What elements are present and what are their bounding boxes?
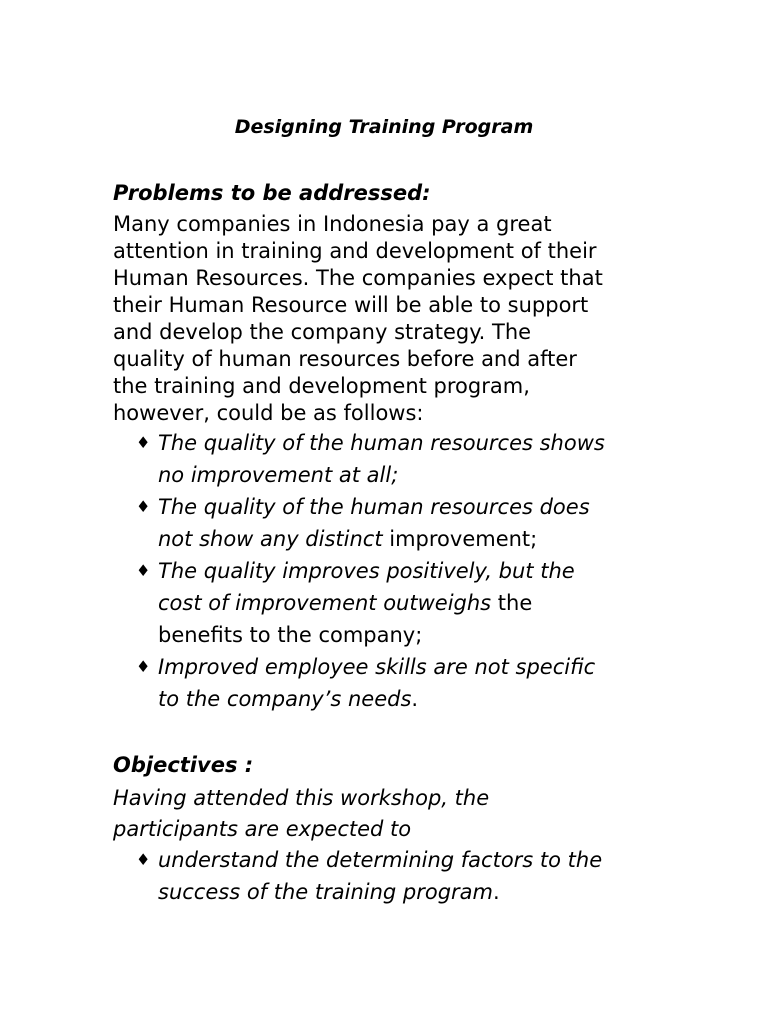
objectives-bullet-list: [113, 844, 673, 908]
paragraph-line: and develop the company strategy. The: [113, 320, 532, 344]
diamond-bullet-icon: ♦: [136, 433, 151, 452]
diamond-bullet-icon: ♦: [136, 657, 151, 676]
bullet-line: benefits to the company;: [158, 623, 423, 647]
bullet-line: The quality improves positively, but the: [158, 559, 575, 583]
paragraph-line: attention in training and development of their: [113, 239, 597, 263]
bullet-line: success of the training program.: [158, 880, 500, 904]
paragraph-line: the training and development program,: [113, 374, 530, 398]
problems-heading: Problems to be addressed:: [113, 181, 431, 205]
list-item: [113, 491, 673, 555]
diamond-bullet-icon: ♦: [136, 497, 151, 516]
paragraph-line: Many companies in Indonesia pay a great: [113, 212, 552, 236]
diamond-bullet-icon: ♦: [136, 850, 151, 869]
paragraph-line: however, could be as follows:: [113, 401, 424, 425]
document-title: Designing Training Program: [234, 116, 534, 138]
list-item: [113, 427, 673, 491]
problems-paragraph: [113, 211, 673, 427]
paragraph-line: quality of human resources before and after: [113, 347, 577, 371]
bullet-line: no improvement at all;: [158, 463, 399, 487]
objectives-intro: [113, 783, 673, 845]
bullet-line: to the company’s needs.: [158, 687, 419, 711]
bullet-line: Improved employee skills are not specific: [158, 655, 596, 679]
paragraph-line: Human Resources. The companies expect that: [113, 266, 603, 290]
paragraph-line: their Human Resource will be able to support: [113, 293, 589, 317]
bullet-line: The quality of the human resources does: [158, 495, 590, 519]
list-item: [113, 844, 673, 908]
bullet-line: cost of improvement outweighs the: [158, 591, 533, 615]
objectives-heading: Objectives :: [113, 753, 254, 777]
bullet-line: not show any distinct improvement;: [158, 527, 538, 551]
bullet-line: The quality of the human resources shows: [158, 431, 605, 455]
diamond-bullet-icon: ♦: [136, 561, 151, 580]
paragraph-line: Having attended this workshop, the: [113, 786, 490, 810]
bullet-line: understand the determining factors to the: [158, 848, 603, 872]
problems-bullet-list: [113, 427, 673, 715]
list-item: [113, 555, 673, 651]
list-item: [113, 651, 673, 715]
paragraph-line: participants are expected to: [113, 817, 412, 841]
